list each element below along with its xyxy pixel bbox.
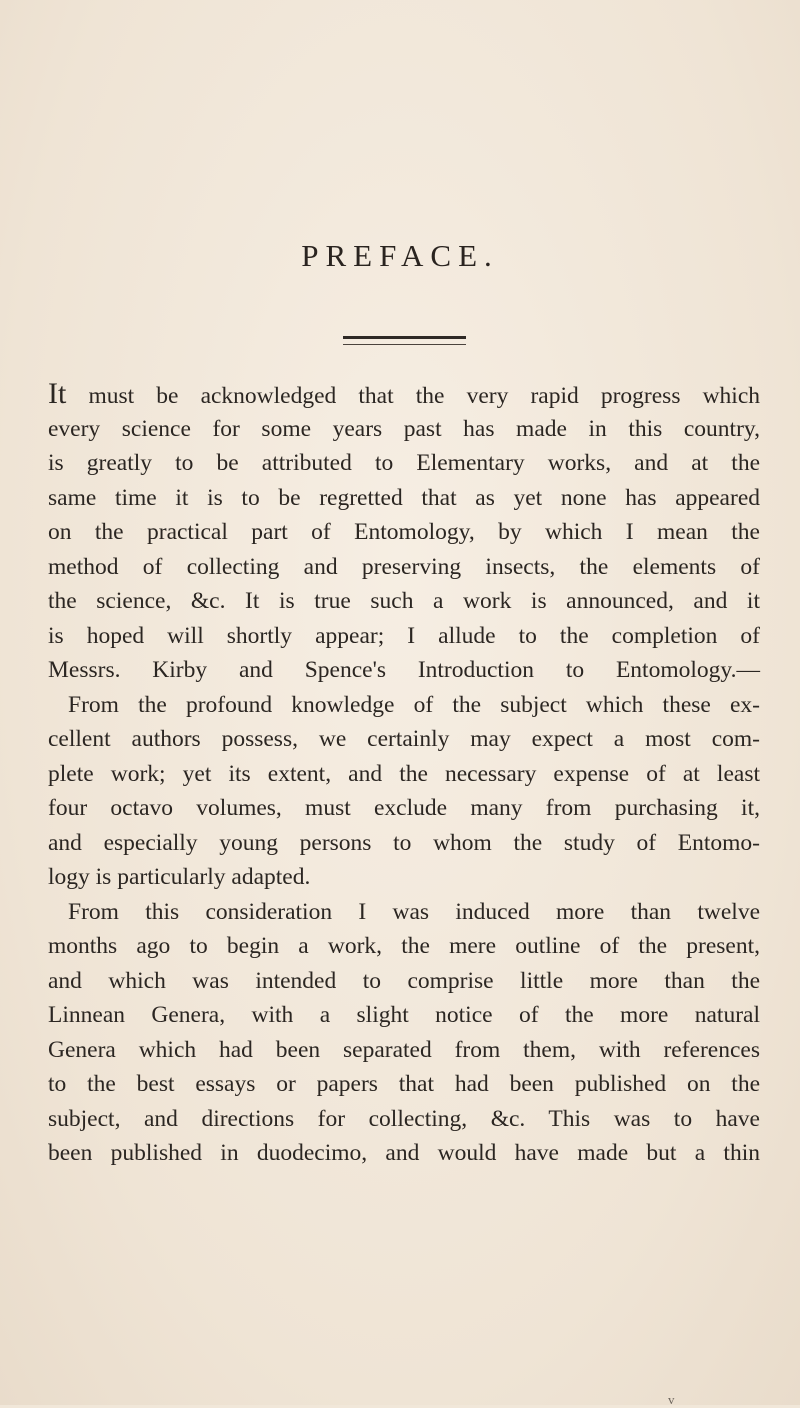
- signature-mark: v: [668, 1392, 675, 1407]
- text-line-content: must be acknowledged that the very rapid progress which: [88, 383, 761, 409]
- text-line: From this consideration I was induced more than twelve: [68, 898, 760, 925]
- text-line: Messrs. Kirby and Spence's Introduction to Entomology.—: [48, 657, 760, 683]
- text-line: same time it is to be regretted that as yet none has appeared: [48, 484, 760, 511]
- text-line: to the best essays or papers that had been published on the: [48, 1071, 760, 1097]
- text-line: and which was intended to comprise little more than the: [48, 967, 760, 994]
- text-line: [48, 377, 760, 412]
- ornamental-rule: [343, 336, 466, 339]
- text-line: been published in duodecimo, and would have made but a thin: [48, 1140, 760, 1166]
- text-line: on the practical part of Entomology, by which I mean the: [48, 519, 760, 545]
- text-line: logy is particularly adapted.: [48, 864, 311, 890]
- text-line: four octavo volumes, must exclude many from purchasing it,: [48, 795, 760, 821]
- text-line: is hoped will shortly appear; I allude to the completion of: [48, 622, 760, 649]
- ornamental-rule-thin: [343, 344, 466, 345]
- drop-cap: It: [48, 377, 67, 410]
- text-line: plete work; yet its extent, and the necessary expense of at least: [48, 760, 760, 787]
- text-line: Genera which had been separated from them, with references: [48, 1036, 760, 1063]
- text-line: Linnean Genera, with a slight notice of the more natural: [48, 1002, 760, 1028]
- text-line: From the profound knowledge of the subject which these ex-: [68, 691, 760, 718]
- text-line: every science for some years past has made in this country,: [48, 415, 760, 442]
- text-line: cellent authors possess, we certainly may expect a most com-: [48, 726, 760, 752]
- text-line: months ago to begin a work, the mere outline of the present,: [48, 933, 760, 959]
- text-line: subject, and directions for collecting, &c. This was to have: [48, 1105, 760, 1132]
- text-line: is greatly to be attributed to Elementary works, and at the: [48, 450, 760, 476]
- text-line: the science, &c. It is true such a work is announced, and it: [48, 588, 760, 614]
- text-line: and especially young persons to whom the study of Entomo-: [48, 829, 760, 856]
- text-line: method of collecting and preserving insects, the elements of: [48, 553, 760, 580]
- preface-text: [48, 377, 760, 1171]
- page-title: PREFACE.: [301, 238, 499, 273]
